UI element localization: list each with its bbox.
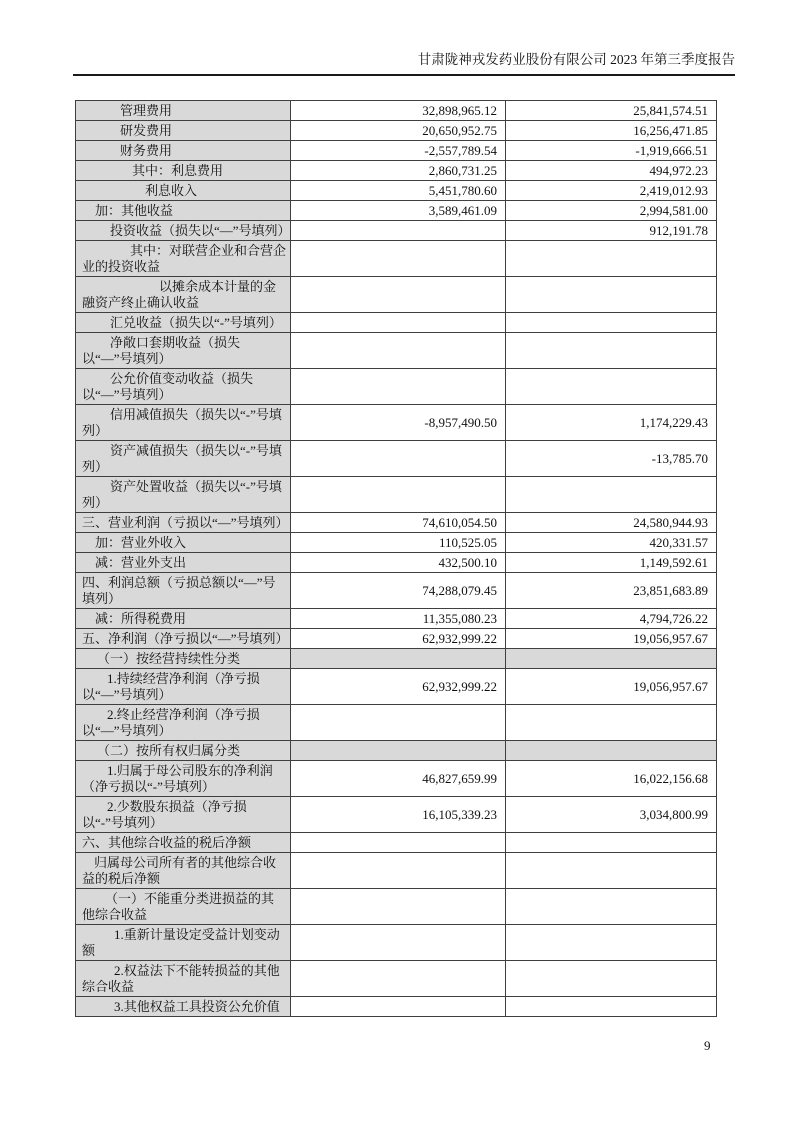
row-value-prior [506, 889, 717, 925]
row-label: 减：所得税费用 [76, 609, 291, 629]
row-label: （二）按所有权归属分类 [76, 741, 291, 761]
row-label: 公允价值变动收益（损失以“—”号填列） [76, 369, 291, 405]
row-value-prior: 25,841,574.51 [506, 101, 717, 121]
table-row [76, 221, 717, 241]
row-value-prior: 16,256,471.85 [506, 121, 717, 141]
table-row [76, 889, 717, 925]
row-label: 管理费用 [76, 101, 291, 121]
table-row [76, 629, 717, 649]
row-value-current: 74,288,079.45 [291, 573, 506, 609]
row-value-current: 62,932,999.22 [291, 629, 506, 649]
row-value-current: 16,105,339.23 [291, 797, 506, 833]
row-label: 减：营业外支出 [76, 553, 291, 573]
row-label: 投资收益（损失以“—”号填列） [76, 221, 291, 241]
row-value-current [291, 241, 506, 277]
row-value-current [291, 477, 506, 513]
row-value-current: 20,650,952.75 [291, 121, 506, 141]
row-value-prior: 2,994,581.00 [506, 201, 717, 221]
row-value-current: -8,957,490.50 [291, 405, 506, 441]
table-row [76, 181, 717, 201]
row-value-current [291, 441, 506, 477]
row-value-prior [506, 477, 717, 513]
row-value-prior: 1,174,229.43 [506, 405, 717, 441]
row-value-current: 11,355,080.23 [291, 609, 506, 629]
row-label: 资产处置收益（损失以“-”号填列） [76, 477, 291, 513]
row-value-prior [506, 277, 717, 313]
table-row [76, 405, 717, 441]
table-row [76, 997, 717, 1017]
row-value-current: 62,932,999.22 [291, 669, 506, 705]
row-label: 2.终止经营净利润（净亏损以“—”号填列） [76, 705, 291, 741]
row-label: 五、净利润（净亏损以“—”号填列） [76, 629, 291, 649]
table-row [76, 101, 717, 121]
row-value-current [291, 741, 506, 761]
row-label: 六、其他综合收益的税后净额 [76, 833, 291, 853]
row-label: 其中：利息费用 [76, 161, 291, 181]
page-header [73, 50, 735, 76]
row-label: 资产减值损失（损失以“-”号填列） [76, 441, 291, 477]
table-row [76, 649, 717, 669]
table-row [76, 161, 717, 181]
table-row [76, 533, 717, 553]
row-value-prior [506, 853, 717, 889]
row-value-current [291, 961, 506, 997]
row-value-prior [506, 741, 717, 761]
table-row [76, 333, 717, 369]
row-value-prior: 420,331.57 [506, 533, 717, 553]
row-label: 1.重新计量设定受益计划变动额 [76, 925, 291, 961]
table-row [76, 513, 717, 533]
row-value-prior: 2,419,012.93 [506, 181, 717, 201]
row-value-current: 46,827,659.99 [291, 761, 506, 797]
row-label: 2.权益法下不能转损益的其他综合收益 [76, 961, 291, 997]
row-value-prior: 4,794,726.22 [506, 609, 717, 629]
row-label: 以摊余成本计量的金融资产终止确认收益 [76, 277, 291, 313]
row-label: 汇兑收益（损失以“-”号填列） [76, 313, 291, 333]
table-row [76, 141, 717, 161]
row-label: 3.其他权益工具投资公允价值 [76, 997, 291, 1017]
table-row [76, 201, 717, 221]
row-value-current: 432,500.10 [291, 553, 506, 573]
row-label: 归属母公司所有者的其他综合收益的税后净额 [76, 853, 291, 889]
row-value-prior: 23,851,683.89 [506, 573, 717, 609]
row-label: 三、营业利润（亏损以“—”号填列） [76, 513, 291, 533]
row-value-prior [506, 649, 717, 669]
row-value-prior [506, 997, 717, 1017]
table-row [76, 241, 717, 277]
row-value-prior [506, 369, 717, 405]
table-row [76, 797, 717, 833]
table-row [76, 705, 717, 741]
table-row [76, 477, 717, 513]
table-row [76, 609, 717, 629]
row-value-current [291, 833, 506, 853]
row-label: （一）不能重分类进损益的其他综合收益 [76, 889, 291, 925]
row-value-current [291, 221, 506, 241]
table-row [76, 761, 717, 797]
income-statement-table [75, 100, 717, 1017]
table-row [76, 741, 717, 761]
row-value-prior: 912,191.78 [506, 221, 717, 241]
table-row [76, 669, 717, 705]
row-value-prior [506, 241, 717, 277]
row-value-prior [506, 925, 717, 961]
row-value-current [291, 649, 506, 669]
table-row [76, 553, 717, 573]
row-label: 其中：对联营企业和合营企业的投资收益 [76, 241, 291, 277]
row-value-current [291, 333, 506, 369]
table-row [76, 369, 717, 405]
row-value-prior [506, 961, 717, 997]
table-row [76, 277, 717, 313]
row-label: 2.少数股东损益（净亏损以“-”号填列） [76, 797, 291, 833]
row-label: 利息收入 [76, 181, 291, 201]
row-label: 1.归属于母公司股东的净利润（净亏损以“-”号填列） [76, 761, 291, 797]
row-label: 财务费用 [76, 141, 291, 161]
row-label: 四、利润总额（亏损总额以“—”号填列） [76, 573, 291, 609]
page-number: 9 [704, 1038, 711, 1053]
row-label: 加：营业外收入 [76, 533, 291, 553]
row-value-current [291, 369, 506, 405]
header-title: 甘肃陇神戎发药业股份有限公司 2023 年第三季度报告 [417, 52, 735, 67]
row-label: 研发费用 [76, 121, 291, 141]
row-value-prior: 494,972.23 [506, 161, 717, 181]
row-value-prior [506, 313, 717, 333]
row-value-current: 5,451,780.60 [291, 181, 506, 201]
row-value-current: 110,525.05 [291, 533, 506, 553]
row-label: 净敞口套期收益（损失以“—”号填列） [76, 333, 291, 369]
row-value-prior: -1,919,666.51 [506, 141, 717, 161]
table-row [76, 441, 717, 477]
row-value-current [291, 889, 506, 925]
row-value-current: 2,860,731.25 [291, 161, 506, 181]
row-value-prior [506, 833, 717, 853]
table-row [76, 961, 717, 997]
table-row [76, 833, 717, 853]
row-value-current: 3,589,461.09 [291, 201, 506, 221]
row-value-prior: 1,149,592.61 [506, 553, 717, 573]
row-value-prior: -13,785.70 [506, 441, 717, 477]
row-label: 信用减值损失（损失以“-”号填列） [76, 405, 291, 441]
row-value-prior [506, 705, 717, 741]
row-value-current [291, 705, 506, 741]
row-value-prior: 24,580,944.93 [506, 513, 717, 533]
table-row [76, 313, 717, 333]
table-row [76, 853, 717, 889]
row-value-current: 32,898,965.12 [291, 101, 506, 121]
row-label: 1.持续经营净利润（净亏损以“—”号填列） [76, 669, 291, 705]
row-value-prior: 19,056,957.67 [506, 629, 717, 649]
row-label: （一）按经营持续性分类 [76, 649, 291, 669]
row-value-prior: 16,022,156.68 [506, 761, 717, 797]
row-value-prior: 19,056,957.67 [506, 669, 717, 705]
row-value-current [291, 925, 506, 961]
table-row [76, 573, 717, 609]
row-value-prior: 3,034,800.99 [506, 797, 717, 833]
row-value-current: -2,557,789.54 [291, 141, 506, 161]
table-row [76, 925, 717, 961]
row-value-current [291, 277, 506, 313]
row-label: 加：其他收益 [76, 201, 291, 221]
row-value-current [291, 853, 506, 889]
table-row [76, 121, 717, 141]
row-value-current: 74,610,054.50 [291, 513, 506, 533]
row-value-prior [506, 333, 717, 369]
income-statement-body [76, 101, 717, 1017]
row-value-current [291, 313, 506, 333]
row-value-current [291, 997, 506, 1017]
